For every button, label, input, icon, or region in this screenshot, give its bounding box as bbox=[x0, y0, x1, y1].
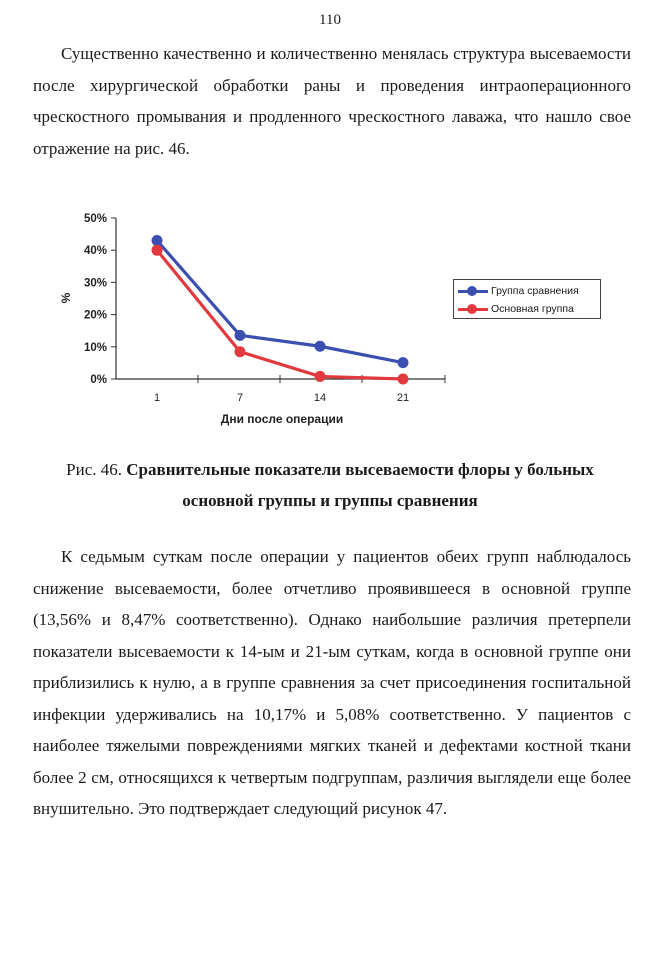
legend-label-main: Основная группа bbox=[491, 303, 574, 315]
x-axis-title: Дни после операции bbox=[220, 412, 344, 426]
paragraph-results: К седьмым суткам после операции у пациентов обеих групп наблюдалось снижение высеваемости, более отчетливо проявившееся в основной группе (13,56% и 8,47% соответственно). Однако наибольшие различия претерпели показатели высеваемости к 14-ым и 21-ым суткам, когда в основной группе они приблизились к нулю, а в группе сравнения за счет присоединения госпитальной инфекции удерживались на 10,17% и 5,08% соответственно. У пациентов с наиболее тяжелыми повреждениями мягких тканей и дефектами костной ткани более 2 см, относящихся к четвертым подгруппам, различия выглядели еще более внушительно. Это подтверждает следующий рисунок 47. bbox=[33, 547, 631, 818]
legend-item-comparison bbox=[458, 283, 579, 299]
caption-label: Рис. 46. bbox=[66, 460, 123, 479]
x-tick-label: 14 bbox=[313, 392, 327, 404]
series-0-point bbox=[152, 235, 163, 246]
line-chart bbox=[50, 200, 610, 440]
legend-item-main bbox=[458, 301, 574, 317]
caption-title: Сравнительные показатели высеваемости флоры у больных основной группы и группы сравнения bbox=[126, 460, 594, 510]
chart-svg bbox=[50, 200, 610, 440]
y-tick-label: 40% bbox=[83, 245, 107, 258]
y-tick-label: 0% bbox=[90, 374, 107, 386]
figure-caption bbox=[30, 454, 630, 516]
series-line-0 bbox=[157, 241, 403, 363]
y-axis-title: % bbox=[59, 292, 73, 304]
paragraph-intro: Существенно качественно и количественно менялась структура высеваемости после хирургической обработки раны и проведения интраоперационного чрескостного промывания и продленного чрескостного лаважа, что нашло свое отражение на рис. 46. bbox=[33, 44, 631, 158]
series-1-point bbox=[315, 371, 326, 382]
series-line-1 bbox=[157, 250, 403, 379]
series-1-point bbox=[152, 245, 163, 256]
series-1-point bbox=[398, 374, 409, 385]
series-0-point bbox=[235, 330, 246, 341]
y-tick-label: 10% bbox=[83, 341, 107, 354]
series-0-point bbox=[315, 341, 326, 352]
y-tick-label: 50% bbox=[83, 213, 107, 225]
legend-swatch-main bbox=[458, 302, 488, 316]
series-1-point bbox=[235, 346, 246, 357]
legend-label-comparison: Группа сравнения bbox=[491, 285, 579, 297]
y-tick-label: 20% bbox=[83, 309, 107, 322]
x-tick-label: 7 bbox=[236, 392, 244, 404]
series-0-point bbox=[398, 357, 409, 368]
legend-swatch-comparison bbox=[458, 284, 488, 298]
chart-legend bbox=[453, 279, 601, 319]
y-tick-label: 30% bbox=[83, 277, 107, 290]
page-number: 110 bbox=[319, 12, 341, 28]
x-tick-label: 21 bbox=[396, 392, 410, 404]
x-tick-label: 1 bbox=[153, 392, 161, 404]
